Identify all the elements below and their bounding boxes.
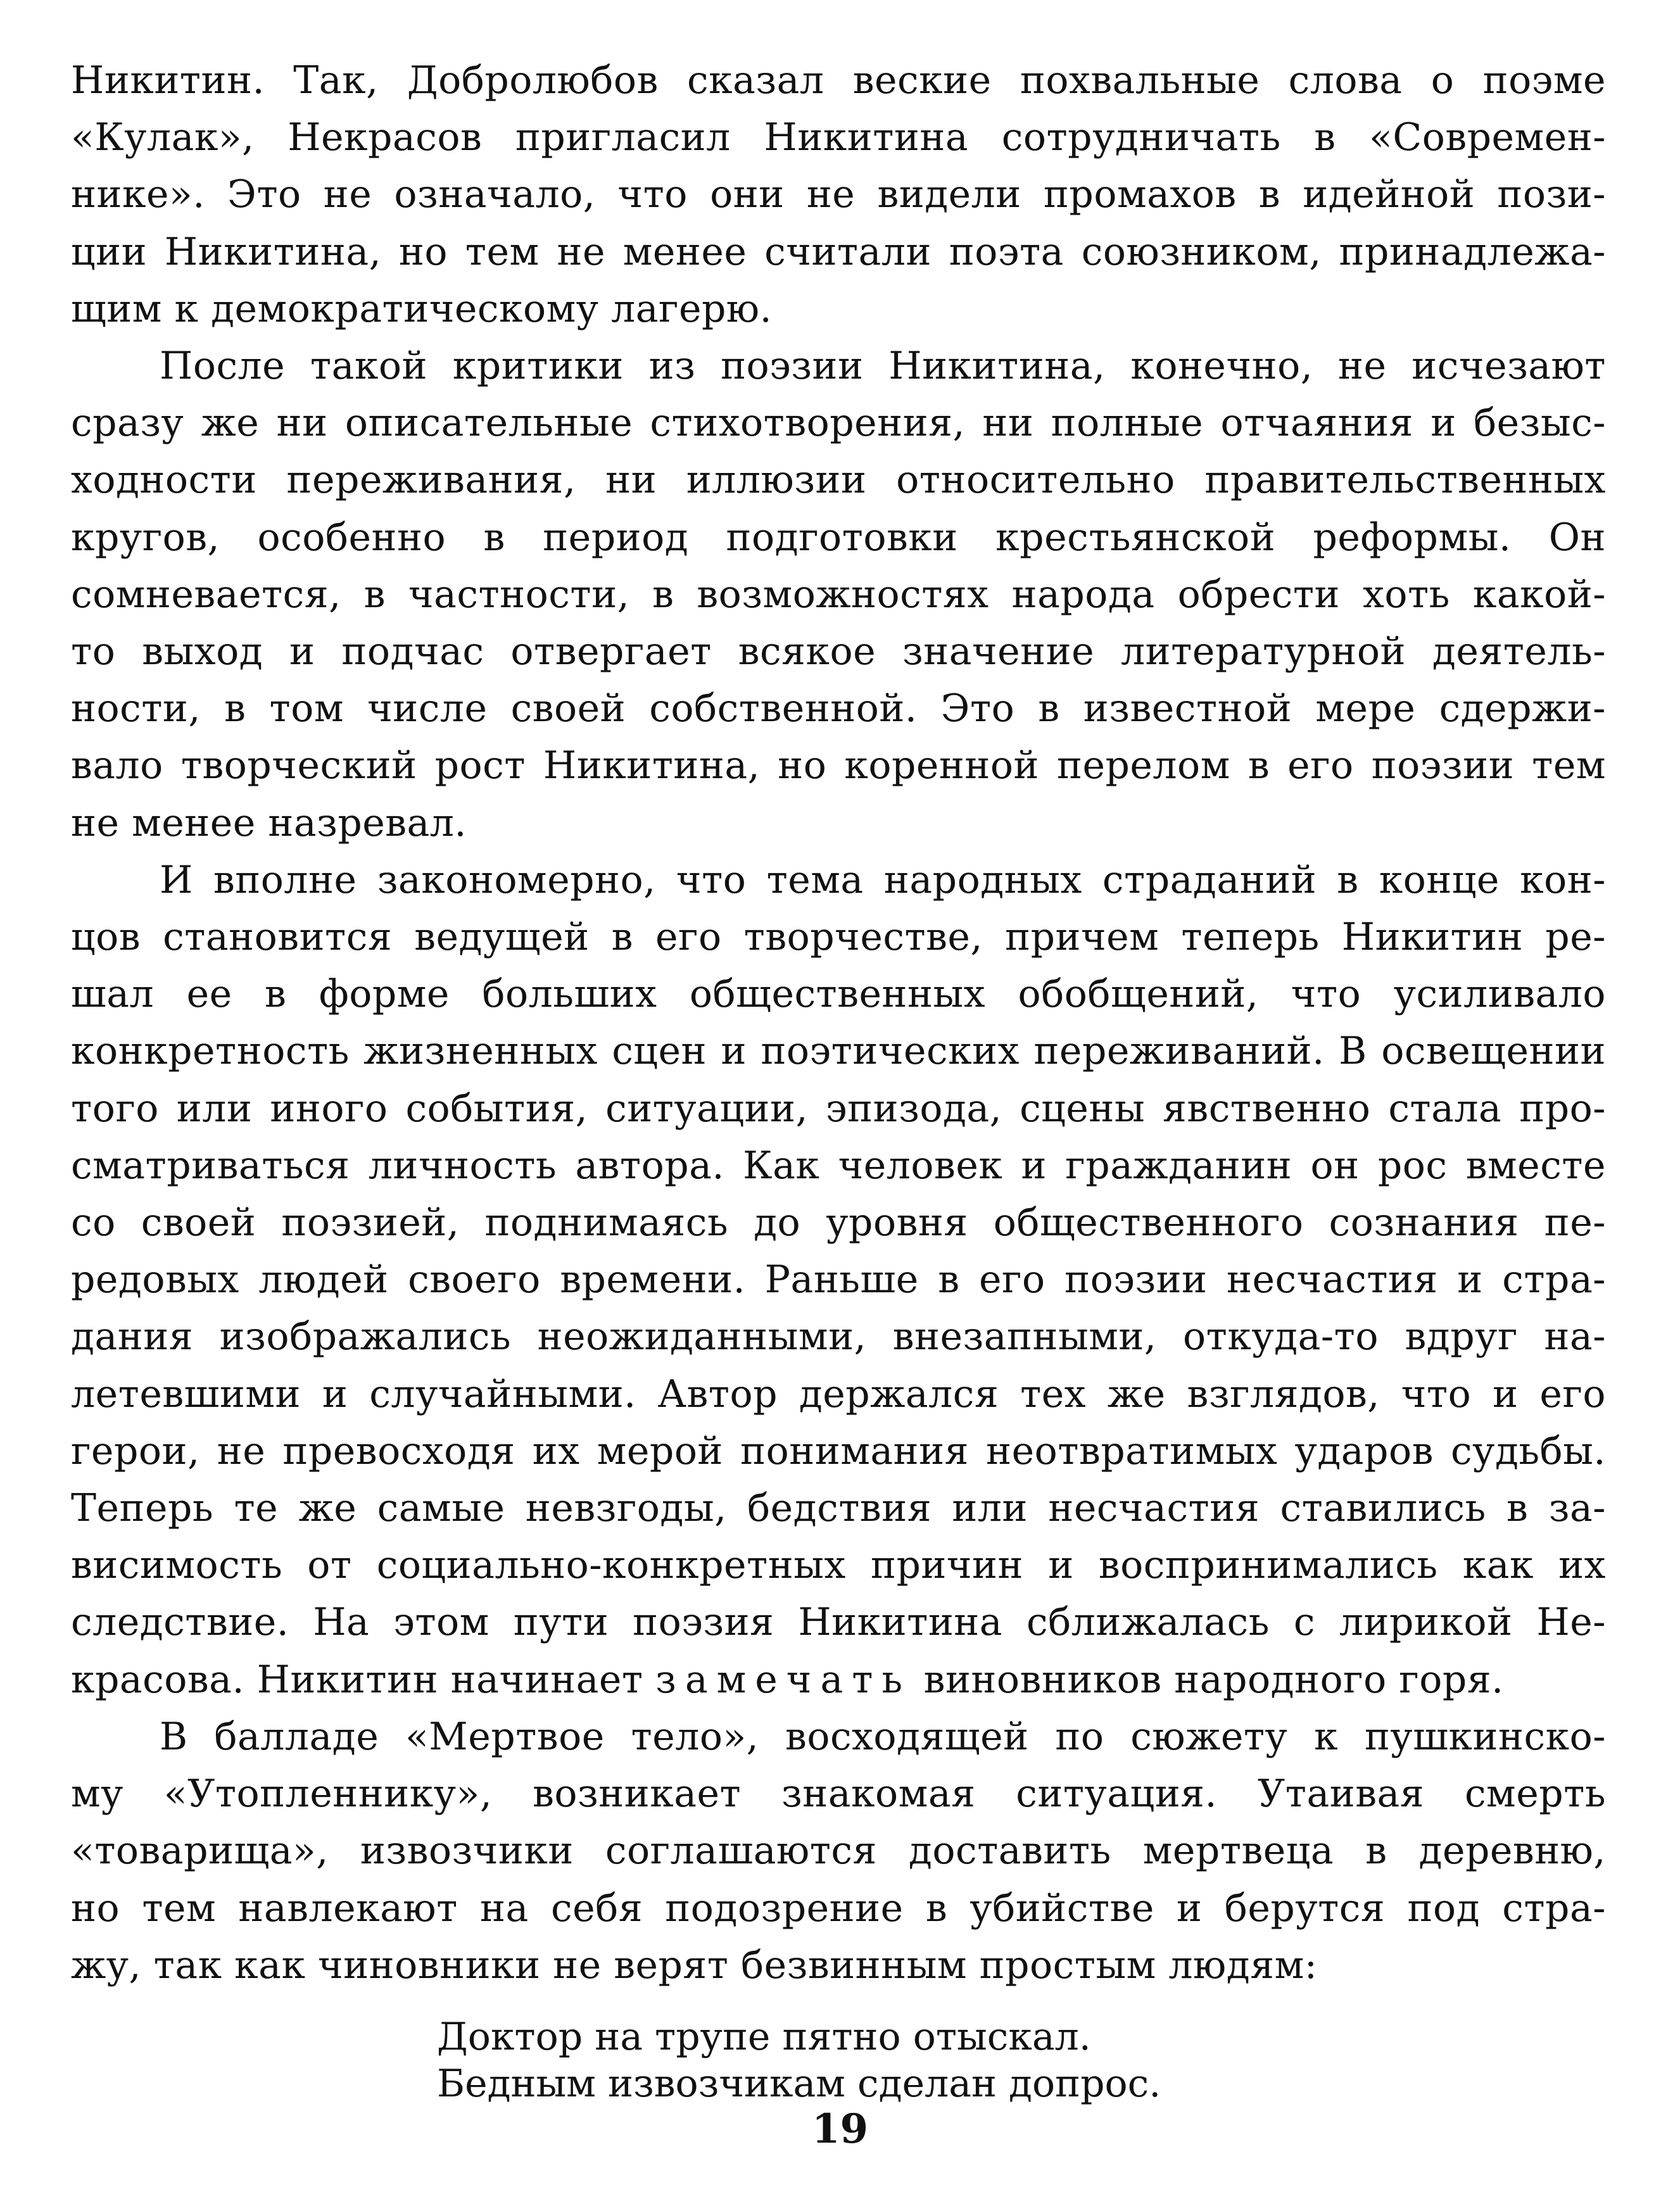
- text-line: со своей поэзией, поднимаясь до уровня общественного сознания пе-: [71, 1200, 1606, 1245]
- text-line: «товарища», извозчики соглашаются доставить мертвеца в деревню,: [71, 1829, 1606, 1874]
- text-line: того или иного события, ситуации, эпизода, сцены явственно стала про-: [71, 1086, 1606, 1131]
- text-line: нике». Это не означало, что они не видели промахов в идейной пози-: [71, 172, 1606, 217]
- text-line: ности, в том числе своей собственной. Это в известной мере сдержи-: [71, 686, 1606, 731]
- text-line: шал ее в форме больших общественных обобщений, что усиливало: [71, 972, 1606, 1017]
- text-line: не менее назревал.: [71, 800, 467, 845]
- text-line: но тем навлекают на себя подозрение в убийстве и берутся под стра-: [71, 1886, 1606, 1931]
- text-line: Никитин. Так, Добролюбов сказал веские похвальные слова о поэме: [71, 58, 1606, 103]
- paragraph: [71, 852, 1606, 1708]
- text-line: герои, не превосходя их мерой понимания неотвратимых ударов судьбы.: [71, 1428, 1606, 1473]
- text-line: вало творческий рост Никитина, но коренной перелом в его поэзии тем: [71, 743, 1606, 788]
- text-line: сомневается, в частности, в возможностях народа обрести хоть какой-: [71, 572, 1606, 617]
- text-line: ции Никитина, но тем не менее считали поэта союзником, принадлежа-: [71, 229, 1606, 274]
- text-line: «Кулак», Некрасов пригласил Никитина сотрудничать в «Современ-: [71, 115, 1606, 160]
- verse-line: Доктор на трупе пятно отыскал.: [437, 2015, 1091, 2059]
- text-line: После такой критики из поэзии Никитина, конечно, не исчезают: [160, 344, 1606, 389]
- text-line: щим к демократическому лагерю.: [71, 286, 773, 331]
- text-line: конкретность жизненных сцен и поэтических переживаний. В освещении: [71, 1029, 1606, 1074]
- text-line: В балладе «Мертвое тело», восходящей по сюжету к пушкинско-: [160, 1714, 1606, 1759]
- text-line: И вполне закономерно, что тема народных страданий в конце кон-: [160, 857, 1606, 902]
- text-line: сматриваться личность автора. Как человек и гражданин он рос вместе: [71, 1143, 1606, 1188]
- text-line: жу, так как чиновники не верят безвинным простым людям:: [71, 1943, 1318, 1988]
- emphasized-word: замечать: [655, 1657, 912, 1702]
- text-line: ходности переживания, ни иллюзии относительно правительственных: [71, 458, 1606, 503]
- body-text: [71, 52, 1606, 1994]
- text-line: висимость от социально-конкретных причин и воспринимались как их: [71, 1543, 1606, 1588]
- verse-quote: [437, 2013, 1161, 2107]
- text-line: Теперь те же самые невзгоды, бедствия или несчастия ставились в за-: [71, 1486, 1606, 1531]
- paragraph: [71, 1708, 1606, 1994]
- paragraph: [71, 337, 1606, 852]
- text-line: редовых людей своего времени. Раньше в его поэзии несчастия и стра-: [71, 1257, 1606, 1302]
- paragraph: [71, 52, 1606, 337]
- text-line: му «Утопленнику», возникает знакомая ситуация. Утаивая смерть: [71, 1772, 1606, 1817]
- text-line: летевшими и случайными. Автор держался тех же взглядов, что и его: [71, 1371, 1606, 1416]
- text-line: дания изображались неожиданными, внезапными, откуда-то вдруг на-: [71, 1314, 1606, 1359]
- verse-line: Бедным извозчикам сделан допрос.: [437, 2062, 1161, 2106]
- text-line: цов становится ведущей в его творчестве, причем теперь Никитин ре-: [71, 915, 1606, 960]
- text-line: красова. Никитин начинает замечать виновников народного горя.: [71, 1657, 1504, 1702]
- text-line: следствие. На этом пути поэзия Никитина сближалась с лирикой Не-: [71, 1600, 1606, 1645]
- text-line: сразу же ни описательные стихотворения, ни полные отчаяния и безыс-: [71, 401, 1606, 446]
- text-line: кругов, особенно в период подготовки крестьянской реформы. Он: [71, 515, 1606, 560]
- text-line: то выход и подчас отвергает всякое значение литературной деятель-: [71, 629, 1606, 674]
- page-number: 19: [811, 2105, 869, 2153]
